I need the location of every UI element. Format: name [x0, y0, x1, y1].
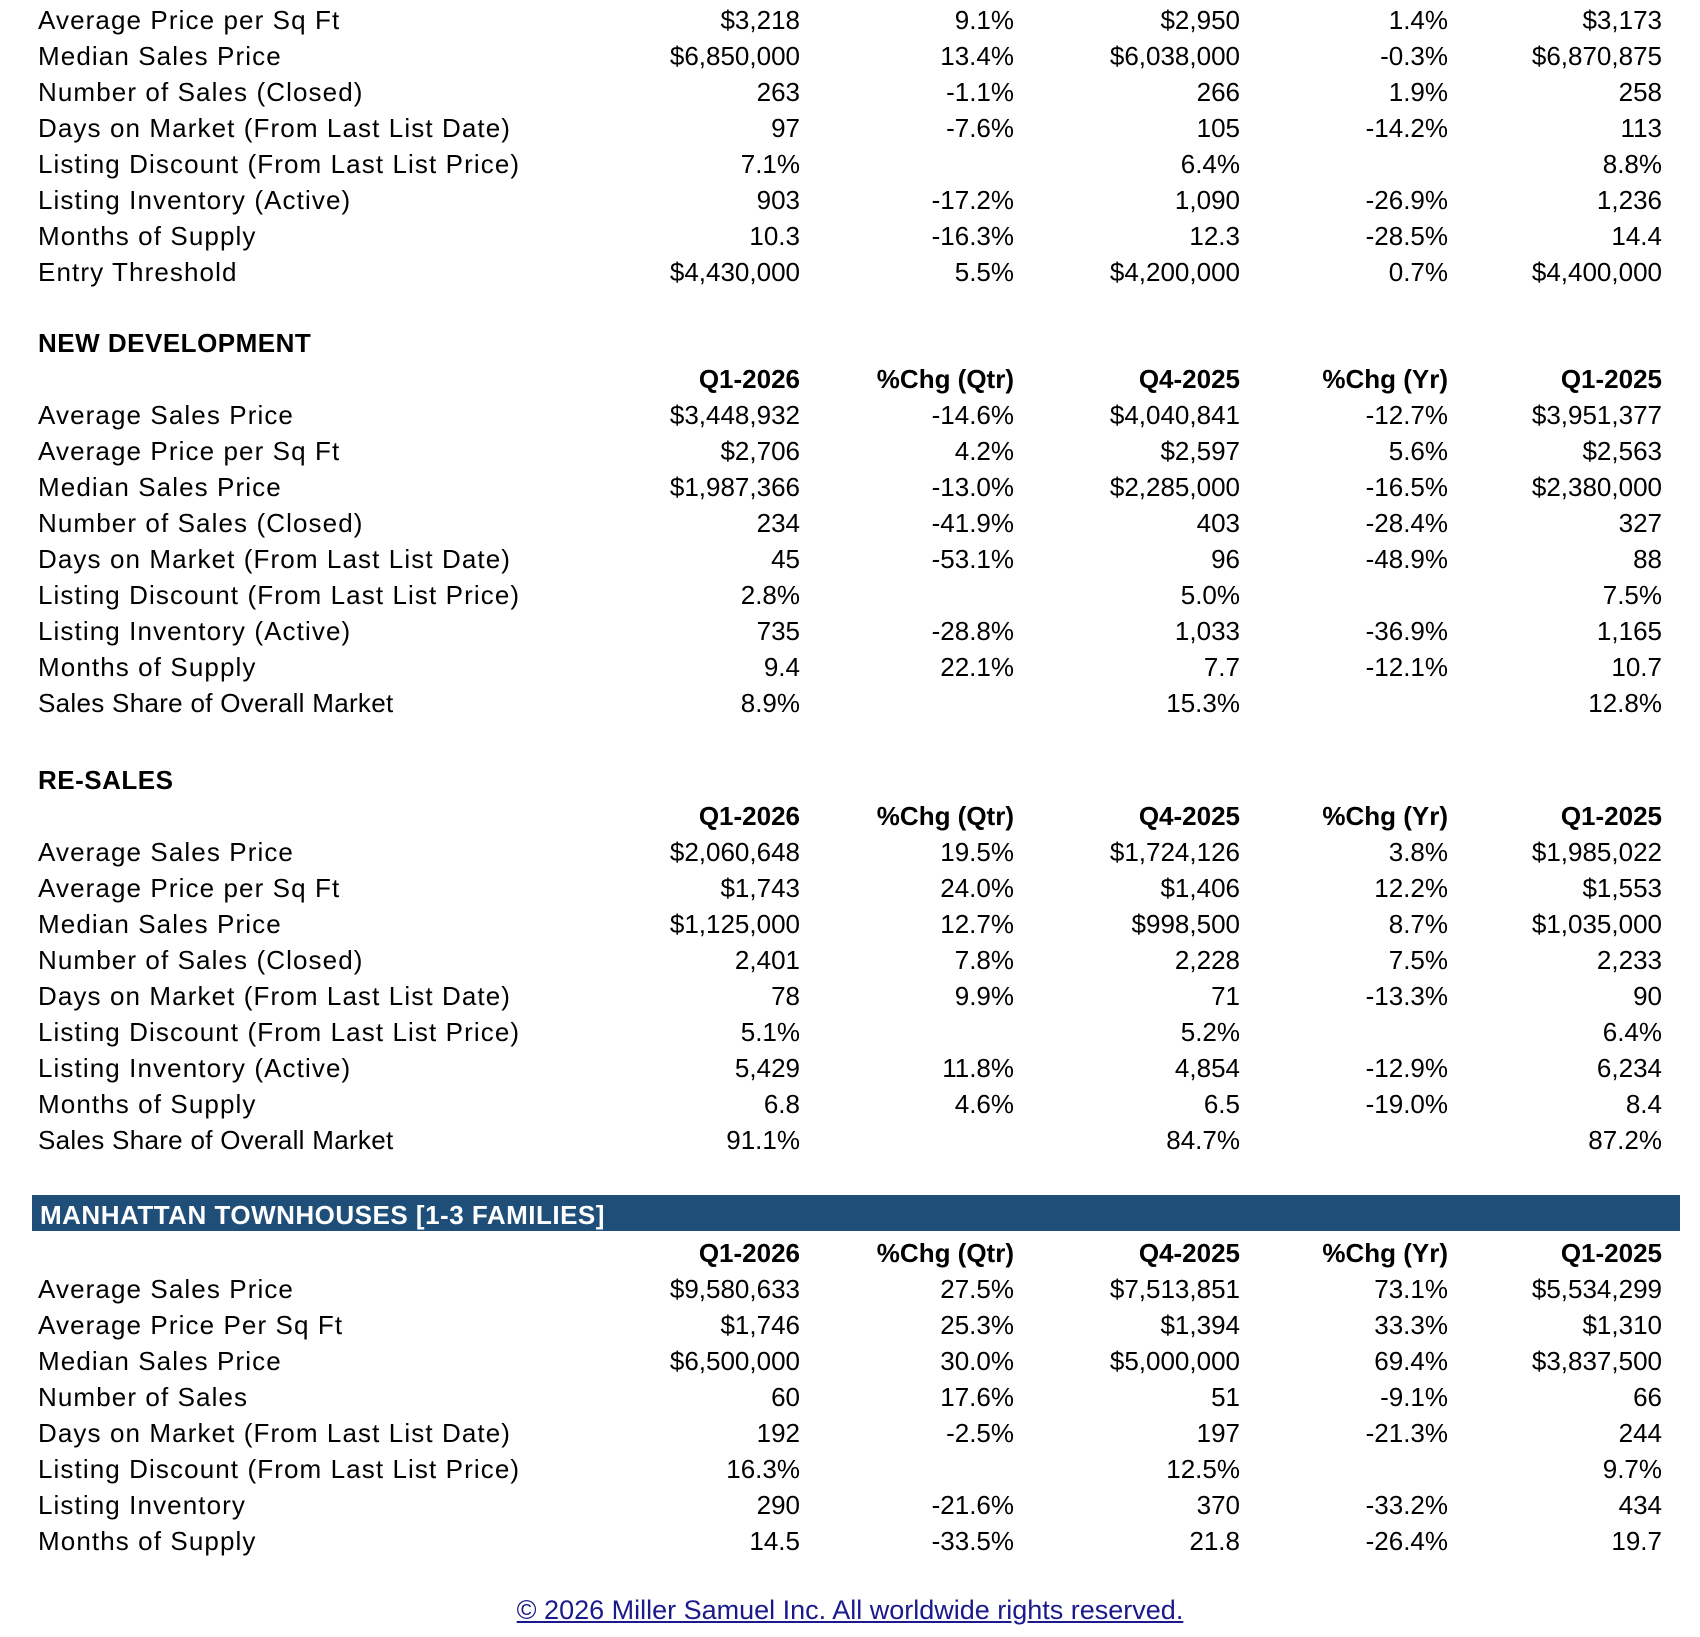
row-label: Median Sales Price	[38, 41, 282, 71]
row-label: Listing Discount (From Last List Price)	[38, 580, 521, 610]
column-header-chg-qtr: %Chg (Qtr)	[876, 801, 1014, 831]
column-header-q1-2025: Q1-2025	[1560, 801, 1662, 831]
section-title-new-development: NEW DEVELOPMENT	[38, 328, 312, 358]
table-row	[0, 74, 1700, 110]
cell-q4-2025: 12.3	[1189, 221, 1240, 251]
row-label: Median Sales Price	[38, 472, 282, 502]
cell-q1-2026: 97	[771, 113, 800, 143]
cell-q4-2025: 4,854	[1174, 1053, 1240, 1083]
table-row	[0, 834, 1700, 870]
cell-chg-yr: -19.0%	[1365, 1089, 1448, 1119]
cell-q4-2025: $5,000,000	[1109, 1346, 1240, 1376]
table-row	[0, 1415, 1700, 1451]
cell-q1-2025: 8.4	[1625, 1089, 1662, 1119]
cell-chg-yr: 73.1%	[1374, 1274, 1448, 1304]
cell-chg-yr: 0.7%	[1388, 257, 1448, 287]
column-header-chg-yr: %Chg (Yr)	[1322, 364, 1448, 394]
table-row	[0, 397, 1700, 433]
table-row	[0, 218, 1700, 254]
table-row	[0, 1379, 1700, 1415]
cell-q1-2025: $3,951,377	[1531, 400, 1662, 430]
cell-q1-2025: $3,173	[1582, 5, 1662, 35]
cell-chg-yr: -26.9%	[1365, 185, 1448, 215]
row-label: Listing Discount (From Last List Price)	[38, 1454, 521, 1484]
table-row	[0, 1523, 1700, 1559]
cell-chg-yr: -9.1%	[1380, 1382, 1448, 1412]
cell-q4-2025: 7.7	[1203, 652, 1240, 682]
cell-q1-2026: 735	[756, 616, 800, 646]
cell-chg-yr: -12.1%	[1365, 652, 1448, 682]
cell-q1-2026: 6.8	[763, 1089, 800, 1119]
copyright-footer-link[interactable]: © 2026 Miller Samuel Inc. All worldwide rights reserved.	[516, 1595, 1184, 1625]
cell-q1-2025: 327	[1618, 508, 1662, 538]
cell-q1-2026: 14.5	[749, 1526, 800, 1556]
cell-chg-yr: -33.2%	[1365, 1490, 1448, 1520]
cell-chg-qtr: -14.6%	[931, 400, 1014, 430]
cell-q1-2026: 7.1%	[740, 149, 800, 179]
cell-q4-2025: $2,597	[1160, 436, 1240, 466]
cell-q1-2025: 10.7	[1611, 652, 1662, 682]
cell-chg-yr: 12.2%	[1374, 873, 1448, 903]
cell-q1-2025: 66	[1633, 1382, 1662, 1412]
cell-chg-qtr: 30.0%	[940, 1346, 1014, 1376]
row-label: Months of Supply	[38, 652, 257, 682]
cell-q1-2026: 8.9%	[740, 688, 800, 718]
row-label: Average Price per Sq Ft	[38, 5, 341, 35]
cell-chg-qtr: 12.7%	[940, 909, 1014, 939]
cell-q1-2025: 9.7%	[1602, 1454, 1662, 1484]
cell-q1-2025: 434	[1618, 1490, 1662, 1520]
cell-chg-qtr: 24.0%	[940, 873, 1014, 903]
cell-q1-2025: 88	[1633, 544, 1662, 574]
cell-chg-qtr: -13.0%	[931, 472, 1014, 502]
cell-q1-2026: 234	[756, 508, 800, 538]
cell-q1-2026: $3,448,932	[669, 400, 800, 430]
cell-chg-yr: -48.9%	[1365, 544, 1448, 574]
cell-chg-yr: -14.2%	[1365, 113, 1448, 143]
row-label: Median Sales Price	[38, 1346, 282, 1376]
row-label: Listing Inventory (Active)	[38, 616, 352, 646]
cell-q4-2025: 1,033	[1174, 616, 1240, 646]
cell-q1-2026: 16.3%	[726, 1454, 800, 1484]
column-header-chg-qtr: %Chg (Qtr)	[876, 1238, 1014, 1268]
cell-q1-2025: 244	[1618, 1418, 1662, 1448]
cell-q1-2025: 113	[1620, 113, 1662, 143]
cell-q4-2025: 403	[1196, 508, 1240, 538]
cell-chg-yr: -16.5%	[1365, 472, 1448, 502]
column-header-q4-2025: Q4-2025	[1138, 801, 1240, 831]
cell-chg-qtr: 9.1%	[954, 5, 1014, 35]
row-label: Listing Inventory (Active)	[38, 185, 352, 215]
cell-q1-2025: 8.8%	[1602, 149, 1662, 179]
row-label: Number of Sales	[38, 1382, 249, 1412]
row-label: Listing Inventory (Active)	[38, 1053, 352, 1083]
cell-chg-yr: 1.9%	[1388, 77, 1448, 107]
cell-chg-yr: 69.4%	[1374, 1346, 1448, 1376]
cell-q1-2025: $1,553	[1582, 873, 1662, 903]
table-row	[0, 1487, 1700, 1523]
cell-q1-2025: $4,400,000	[1531, 257, 1662, 287]
cell-chg-qtr: -28.8%	[931, 616, 1014, 646]
cell-chg-qtr: -7.6%	[946, 113, 1014, 143]
cell-q1-2026: 10.3	[749, 221, 800, 251]
table-row	[0, 1307, 1700, 1343]
cell-chg-yr: -12.7%	[1365, 400, 1448, 430]
cell-chg-qtr: 22.1%	[940, 652, 1014, 682]
cell-q1-2025: $1,035,000	[1531, 909, 1662, 939]
row-label: Number of Sales (Closed)	[38, 945, 364, 975]
table-row	[0, 613, 1700, 649]
cell-q1-2025: 6,234	[1596, 1053, 1662, 1083]
row-label: Sales Share of Overall Market	[38, 688, 394, 718]
row-label: Entry Threshold	[38, 257, 238, 287]
table-row	[0, 906, 1700, 942]
cell-chg-qtr: 7.8%	[954, 945, 1014, 975]
cell-q1-2025: 6.4%	[1602, 1017, 1662, 1047]
table-row	[0, 1451, 1700, 1487]
cell-q1-2026: 45	[771, 544, 800, 574]
row-label: Average Sales Price	[38, 1274, 294, 1304]
cell-chg-yr: -21.3%	[1365, 1418, 1448, 1448]
cell-q4-2025: $6,038,000	[1109, 41, 1240, 71]
row-label: Average Price per Sq Ft	[38, 436, 341, 466]
cell-q4-2025: $4,200,000	[1109, 257, 1240, 287]
cell-chg-yr: -26.4%	[1365, 1526, 1448, 1556]
table-row	[0, 685, 1700, 721]
cell-chg-yr: -28.5%	[1365, 221, 1448, 251]
table-row	[0, 1014, 1700, 1050]
cell-q4-2025: 96	[1211, 544, 1240, 574]
cell-q1-2026: $4,430,000	[669, 257, 800, 287]
cell-q1-2025: 12.8%	[1588, 688, 1662, 718]
cell-q1-2026: 290	[756, 1490, 800, 1520]
cell-q1-2026: $3,218	[720, 5, 800, 35]
cell-q4-2025: $2,950	[1160, 5, 1240, 35]
cell-q1-2026: $2,060,648	[669, 837, 800, 867]
cell-q4-2025: $4,040,841	[1109, 400, 1240, 430]
row-label: Median Sales Price	[38, 909, 282, 939]
cell-q1-2026: 2.8%	[740, 580, 800, 610]
table-row	[0, 649, 1700, 685]
cell-chg-qtr: 11.8%	[942, 1053, 1014, 1083]
cell-chg-qtr: 4.2%	[954, 436, 1014, 466]
cell-chg-qtr: 17.6%	[940, 1382, 1014, 1412]
cell-chg-yr: -36.9%	[1365, 616, 1448, 646]
cell-q4-2025: $998,500	[1131, 909, 1240, 939]
table-row	[0, 2, 1700, 38]
row-label: Months of Supply	[38, 221, 257, 251]
cell-q1-2026: 5,429	[734, 1053, 800, 1083]
cell-chg-qtr: -53.1%	[931, 544, 1014, 574]
cell-q1-2026: 263	[756, 77, 800, 107]
column-header-chg-yr: %Chg (Yr)	[1322, 1238, 1448, 1268]
cell-q1-2025: 1,236	[1596, 185, 1662, 215]
section-banner-manhattan-townhouses: MANHATTAN TOWNHOUSES [1-3 FAMILIES]	[32, 1195, 1680, 1231]
table-row	[0, 146, 1700, 182]
cell-q4-2025: $1,724,126	[1109, 837, 1240, 867]
cell-q1-2026: $6,850,000	[669, 41, 800, 71]
table-row	[0, 1122, 1700, 1158]
cell-q1-2025: 87.2%	[1588, 1125, 1662, 1155]
cell-q4-2025: 266	[1196, 77, 1240, 107]
cell-chg-yr: 1.4%	[1388, 5, 1448, 35]
row-label: Days on Market (From Last List Date)	[38, 544, 512, 574]
row-label: Average Price per Sq Ft	[38, 873, 341, 903]
table-row	[0, 433, 1700, 469]
cell-chg-yr: -0.3%	[1380, 41, 1448, 71]
cell-q1-2026: 91.1%	[726, 1125, 800, 1155]
table-row	[0, 505, 1700, 541]
cell-q4-2025: 1,090	[1174, 185, 1240, 215]
cell-q1-2026: 2,401	[734, 945, 800, 975]
cell-q4-2025: 71	[1211, 981, 1240, 1011]
row-label: Average Price Per Sq Ft	[38, 1310, 344, 1340]
cell-chg-yr: 7.5%	[1388, 945, 1448, 975]
cell-chg-qtr: 13.4%	[940, 41, 1014, 71]
cell-q4-2025: 370	[1196, 1490, 1240, 1520]
cell-q4-2025: 15.3%	[1166, 688, 1240, 718]
cell-q4-2025: $2,285,000	[1109, 472, 1240, 502]
cell-q1-2026: $9,580,633	[669, 1274, 800, 1304]
row-label: Listing Discount (From Last List Price)	[38, 149, 521, 179]
table-row	[0, 1343, 1700, 1379]
table-header-row	[0, 361, 1700, 397]
cell-q4-2025: 5.2%	[1180, 1017, 1240, 1047]
table-row	[0, 1271, 1700, 1307]
cell-q1-2026: 78	[771, 981, 800, 1011]
cell-chg-qtr: -16.3%	[931, 221, 1014, 251]
row-label: Months of Supply	[38, 1526, 257, 1556]
cell-chg-qtr: -33.5%	[931, 1526, 1014, 1556]
cell-q1-2025: 19.7	[1611, 1526, 1662, 1556]
cell-chg-qtr: -41.9%	[931, 508, 1014, 538]
column-header-q1-2026: Q1-2026	[698, 1238, 800, 1268]
column-header-q1-2025: Q1-2025	[1560, 364, 1662, 394]
cell-chg-qtr: 5.5%	[954, 257, 1014, 287]
cell-q4-2025: 12.5%	[1166, 1454, 1240, 1484]
table-row	[0, 942, 1700, 978]
table-row	[0, 870, 1700, 906]
table-row	[0, 577, 1700, 613]
cell-q1-2026: $1,987,366	[669, 472, 800, 502]
row-label: Days on Market (From Last List Date)	[38, 981, 512, 1011]
cell-q1-2026: $6,500,000	[669, 1346, 800, 1376]
row-label: Number of Sales (Closed)	[38, 77, 364, 107]
cell-chg-qtr: -17.2%	[931, 185, 1014, 215]
cell-q4-2025: 2,228	[1174, 945, 1240, 975]
table-row	[0, 541, 1700, 577]
cell-q4-2025: $1,406	[1160, 873, 1240, 903]
cell-q1-2025: 2,233	[1596, 945, 1662, 975]
cell-q4-2025: 6.4%	[1180, 149, 1240, 179]
row-label: Months of Supply	[38, 1089, 257, 1119]
cell-chg-qtr: -21.6%	[931, 1490, 1014, 1520]
section-title-re-sales: RE-SALES	[38, 765, 174, 795]
cell-chg-qtr: -2.5%	[946, 1418, 1014, 1448]
table-header-row	[0, 1235, 1700, 1271]
cell-q1-2025: 7.5%	[1602, 580, 1662, 610]
cell-chg-qtr: 25.3%	[940, 1310, 1014, 1340]
row-label: Number of Sales (Closed)	[38, 508, 364, 538]
cell-q4-2025: 51	[1211, 1382, 1240, 1412]
column-header-q4-2025: Q4-2025	[1138, 364, 1240, 394]
column-header-q1-2026: Q1-2026	[698, 801, 800, 831]
row-label: Sales Share of Overall Market	[38, 1125, 394, 1155]
cell-q1-2026: 9.4	[763, 652, 800, 682]
table-row	[0, 182, 1700, 218]
cell-q1-2026: 903	[756, 185, 800, 215]
cell-q1-2025: $1,310	[1582, 1310, 1662, 1340]
cell-chg-qtr: 27.5%	[940, 1274, 1014, 1304]
cell-q4-2025: 197	[1196, 1418, 1240, 1448]
column-header-chg-yr: %Chg (Yr)	[1322, 801, 1448, 831]
cell-q1-2026: $1,746	[720, 1310, 800, 1340]
table-row	[0, 254, 1700, 290]
cell-q1-2025: 14.4	[1611, 221, 1662, 251]
cell-chg-yr: 3.8%	[1388, 837, 1448, 867]
table-row	[0, 110, 1700, 146]
row-label: Listing Inventory	[38, 1490, 247, 1520]
cell-chg-yr: -13.3%	[1365, 981, 1448, 1011]
cell-q1-2025: $2,563	[1582, 436, 1662, 466]
cell-q1-2026: 60	[771, 1382, 800, 1412]
column-header-q1-2025: Q1-2025	[1560, 1238, 1662, 1268]
cell-chg-yr: -28.4%	[1365, 508, 1448, 538]
cell-chg-qtr: 4.6%	[954, 1089, 1014, 1119]
table-row	[0, 38, 1700, 74]
table-row	[0, 469, 1700, 505]
cell-q1-2025: $5,534,299	[1531, 1274, 1662, 1304]
cell-q1-2026: $1,125,000	[669, 909, 800, 939]
cell-chg-qtr: 9.9%	[954, 981, 1014, 1011]
cell-q1-2026: 192	[756, 1418, 800, 1448]
table-row	[0, 1086, 1700, 1122]
cell-chg-yr: 33.3%	[1374, 1310, 1448, 1340]
row-label: Average Sales Price	[38, 837, 294, 867]
table-header-row	[0, 798, 1700, 834]
table-row	[0, 1050, 1700, 1086]
cell-chg-qtr: -1.1%	[946, 77, 1014, 107]
cell-chg-yr: 5.6%	[1388, 436, 1448, 466]
row-label: Average Sales Price	[38, 400, 294, 430]
row-label: Days on Market (From Last List Date)	[38, 1418, 512, 1448]
cell-q1-2026: 5.1%	[740, 1017, 800, 1047]
cell-q1-2025: $2,380,000	[1531, 472, 1662, 502]
cell-q1-2025: 90	[1633, 981, 1662, 1011]
column-header-chg-qtr: %Chg (Qtr)	[876, 364, 1014, 394]
cell-q4-2025: 84.7%	[1166, 1125, 1240, 1155]
cell-q4-2025: 105	[1196, 113, 1240, 143]
cell-q1-2025: 1,165	[1596, 616, 1662, 646]
cell-q4-2025: $1,394	[1160, 1310, 1240, 1340]
cell-chg-qtr: 19.5%	[940, 837, 1014, 867]
row-label: Days on Market (From Last List Date)	[38, 113, 512, 143]
cell-q4-2025: 6.5	[1203, 1089, 1240, 1119]
cell-q1-2025: $3,837,500	[1531, 1346, 1662, 1376]
column-header-q1-2026: Q1-2026	[698, 364, 800, 394]
cell-chg-yr: -12.9%	[1365, 1053, 1448, 1083]
cell-q1-2025: 258	[1618, 77, 1662, 107]
column-header-q4-2025: Q4-2025	[1138, 1238, 1240, 1268]
row-label: Listing Discount (From Last List Price)	[38, 1017, 521, 1047]
cell-q1-2025: $6,870,875	[1531, 41, 1662, 71]
cell-q4-2025: $7,513,851	[1109, 1274, 1240, 1304]
cell-chg-yr: 8.7%	[1388, 909, 1448, 939]
cell-q1-2026: $1,743	[720, 873, 800, 903]
table-row	[0, 978, 1700, 1014]
cell-q1-2026: $2,706	[720, 436, 800, 466]
cell-q4-2025: 21.8	[1189, 1526, 1240, 1556]
cell-q1-2025: $1,985,022	[1531, 837, 1662, 867]
cell-q4-2025: 5.0%	[1180, 580, 1240, 610]
